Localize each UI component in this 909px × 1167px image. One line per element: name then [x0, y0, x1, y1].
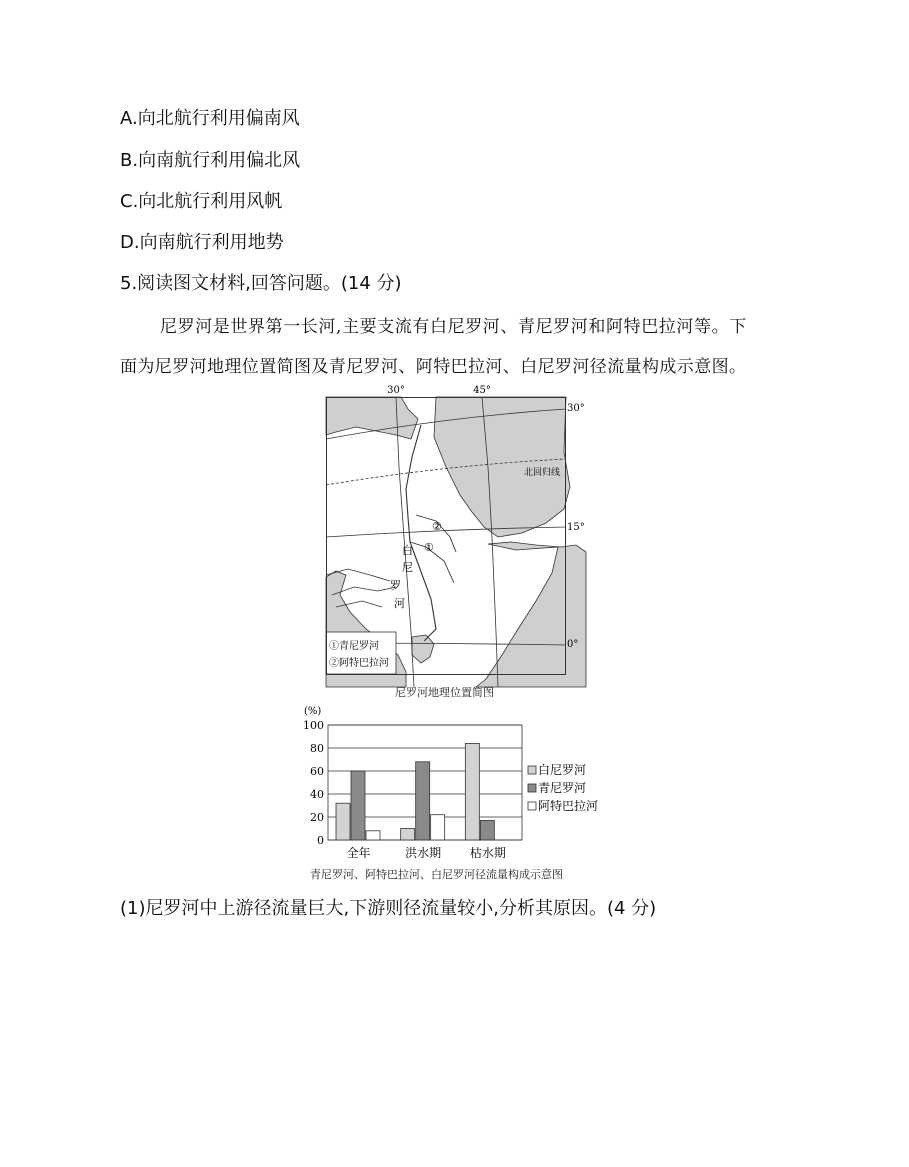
lon-45-label: 45°: [473, 385, 491, 396]
y-tick-label-5: 100: [303, 719, 324, 732]
marker-2: ②: [432, 520, 442, 533]
question-5-1: (1)尼罗河中上游径流量巨大,下游则径流量较小,分析其原因。(4 分): [120, 898, 657, 919]
question-5-title: 5.阅读图文材料,回答问题。(14 分): [120, 273, 402, 294]
lat-15-label: 15°: [567, 522, 585, 533]
runoff-bar-chart: [296, 700, 616, 865]
bar-2-0: [465, 743, 479, 840]
marker-1: ①: [424, 541, 434, 554]
legend-label-2: 阿特巴拉河: [538, 799, 599, 813]
nile-location-map: [326, 385, 586, 687]
y-tick-label-2: 40: [310, 788, 324, 801]
map-legend-1: ①青尼罗河: [329, 641, 379, 652]
legend-label-0: 白尼罗河: [538, 763, 587, 777]
bar-0-1: [351, 771, 365, 840]
lat-0-label: 0°: [567, 639, 579, 650]
legend-label-1: 青尼罗河: [538, 781, 587, 795]
bar-1-2: [431, 815, 445, 840]
bar-2-1: [480, 820, 494, 840]
y-tick-label-3: 60: [310, 765, 324, 778]
option-c: C.向北航行利用风帆: [120, 191, 283, 212]
x-category-label-1: 洪水期: [405, 846, 442, 860]
legend-swatch-0: [528, 766, 536, 774]
option-d: D.向南航行利用地势: [120, 232, 284, 253]
map-caption: 尼罗河地理位置简图: [395, 686, 494, 699]
y-tick-label-1: 20: [310, 811, 324, 824]
material-paragraph-line-2: 面为尼罗河地理位置简图及青尼罗河、阿特巴拉河、白尼罗河径流量构成示意图。: [120, 357, 747, 377]
material-paragraph-line-1: 尼罗河是世界第一长河,主要支流有白尼罗河、青尼罗河和阿特巴拉河等。下: [160, 317, 747, 337]
tropic-of-cancer-label: 北回归线: [524, 468, 561, 478]
legend-swatch-1: [528, 784, 536, 792]
map-legend-2: ②阿特巴拉河: [329, 658, 389, 669]
bar-0-2: [366, 831, 380, 840]
river-char-1: 白: [402, 544, 413, 557]
y-axis-unit-label: (%): [304, 706, 322, 717]
lat-30-label: 30°: [567, 403, 585, 414]
chart-caption: 青尼罗河、阿特巴拉河、白尼罗河径流量构成示意图: [310, 868, 563, 881]
bar-0-0: [336, 803, 350, 840]
y-tick-label-4: 80: [310, 742, 324, 755]
y-tick-label-0: 0: [317, 834, 324, 847]
bar-1-0: [401, 829, 415, 841]
option-b: B.向南航行利用偏北风: [120, 150, 301, 171]
river-char-2: 尼: [402, 561, 413, 574]
river-char-4: 河: [394, 597, 405, 610]
bar-1-1: [416, 762, 430, 840]
option-a: A.向北航行利用偏南风: [120, 108, 300, 129]
river-char-3: 罗: [390, 579, 401, 592]
lon-30-label: 30°: [387, 385, 405, 396]
x-category-label-0: 全年: [346, 846, 371, 860]
x-category-label-2: 枯水期: [469, 846, 506, 860]
legend-swatch-2: [528, 802, 536, 810]
